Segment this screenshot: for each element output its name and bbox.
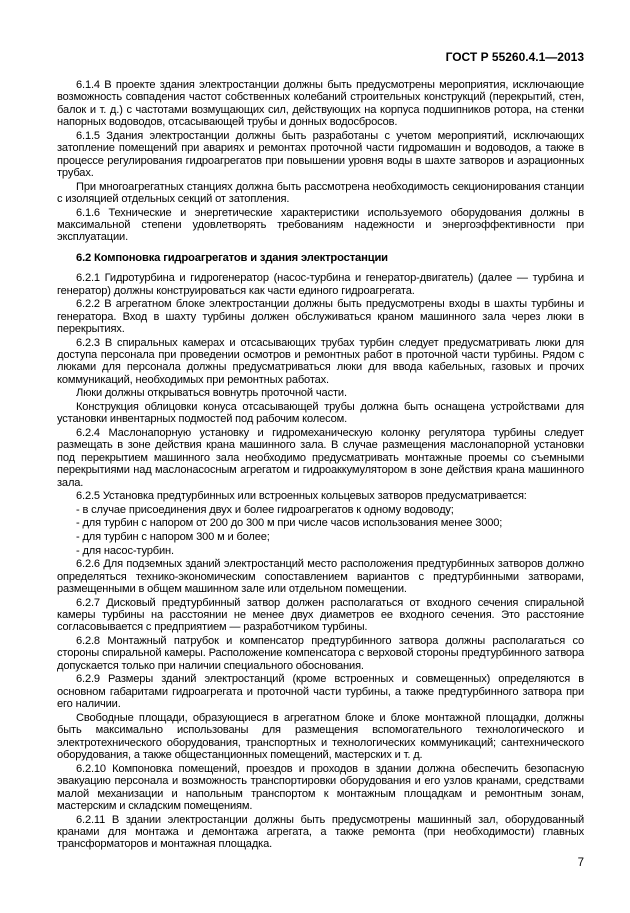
paragraph: 6.2.11 В здании электростанции должны быть предусмотрены машинный зал, оборудованный кранами для монтажа и демонтажа агрегата, а также ремонта (при необходимости) главных трансформаторов и монтажная площадка. [57, 813, 584, 851]
paragraph: При многоагрегатных станциях должна быть рассмотрена необходимость секционирования станции с изоляцией отдельных секций от затопления. [57, 180, 584, 206]
paragraph: 6.2.2 В агрегатном блоке электростанции должны быть предусмотрены входы в шахты турбины и генератора. Вход в шахту турбины должен обслуживаться краном машинного зала через люки в перекрытиях. [57, 298, 584, 336]
list-item: - для насос-турбин. [76, 544, 174, 557]
list-item: - в случае присоединения двух и более гидроагрегатов к одному водоводу; [76, 503, 454, 516]
paragraph: 6.2.7 Дисковый предтурбинный затвор должен располагаться от входного сечения спиральной камеры турбины на расстоянии не менее двух диаметров ее входного сечения. Это расстояние согласовывается с предприятием — разработчиком турбины. [57, 596, 584, 634]
paragraph: 6.1.5 Здания электростанции должны быть разработаны с учетом мероприятий, исключающих затопление помещений при авариях и ремонтах проточной части гидромашин и водоводов, а также в процессе регулирования гидроагрегатов при повышении уровня воды в шахте затворов и аэрационных трубах. [57, 129, 584, 180]
paragraph: 6.2.6 Для подземных зданий электростанций место расположения предтурбинных затворов должно определяться технико-экономическим сопоставлением вариантов с предтурбинными затворами, размещенными в общем машинном зале или отдельном помещении. [57, 558, 584, 596]
paragraph: Конструкция облицовки конуса отсасывающей трубы должна быть оснащена устройствами для установки инвентарных подмостей под рабочим колесом. [57, 401, 584, 426]
document-body [57, 79, 584, 852]
paragraph: Люки должны открываться вовнутрь проточной части. [76, 387, 347, 400]
list-item: - для турбин с напором от 200 до 300 м при числе часов использования менее 3000; [76, 517, 503, 530]
page-number: 7 [577, 857, 584, 869]
paragraph: 6.2.10 Компоновка помещений, проездов и проходов в здании должна обеспечить безопасную эвакуацию персонала и возможность транспортировки оборудования и его узлов кранами, средствами малой механизации и напольным транспортом к монтажным площадкам и ремонтным зонам, мастерским и складским помещениям. [57, 762, 584, 812]
paragraph: 6.2.4 Маслонапорную установку и гидромеханическую колонку регулятора турбины следует размещать в зоне действия крана машинного зала. В случае размещения маслонапорной установки под перекрытием машинного зала необходимо предусматривать монтажные проемы со съемными перекрытиями над маслонасосным агрегатом и гидроаккумулятором в зоне действия крана машинного зала. [57, 427, 584, 489]
paragraph: 6.2.8 Монтажный патрубок и компенсатор предтурбинного затвора должны располагаться со стороны спиральной камеры. Расположение компенсатора с верховой стороны предтурбинного затвора допускается только при наличии специального обоснования. [57, 635, 584, 672]
paragraph: Свободные площади, образующиеся в агрегатном блоке и блоке монтажной площадки, должны быть максимально использованы для размещения вспомогательного технологического и электротехнического оборудования, транспортных и технологических коммуникаций; сантехнического оборудования, а также общестанционных помещений, мастерских и т. д. [57, 711, 584, 762]
section-heading: 6.2 Компоновка гидроагрегатов и здания электростанции [76, 251, 388, 264]
paragraph: 6.2.1 Гидротурбина и гидрогенератор (насос-турбина и генератор-двигатель) (далее — турбина и генератор) должны конструироваться как части единого гидроагрегата. [57, 272, 584, 297]
document-header: ГОСТ Р 55260.4.1—2013 [445, 50, 584, 64]
paragraph: 6.2.9 Размеры зданий электростанций (кроме встроенных и совмещенных) определяются в основном габаритами гидроагрегата и проточной части турбины, а также предтурбинного затвора при его наличии. [57, 673, 584, 711]
paragraph: 6.2.3 В спиральных камерах и отсасывающих трубах турбин следует предусматривать люки для доступа персонала при проведении осмотров и ремонтных работ в проточной части турбины. Рядом с люками для персонала должны предусматриваться люки для ввода кабельных, газовых и прочих коммуникаций, необходимых при ремонтных работах. [57, 336, 584, 386]
paragraph: 6.1.6 Технические и энергетические характеристики используемого оборудования должны в максимальной степени удовлетворять требованиям надежности и энергоэффективности при эксплуатации. [57, 206, 584, 244]
paragraph: 6.2.5 Установка предтурбинных или встроенных кольцевых затворов предусматривается: [76, 490, 527, 503]
list-item: - для турбин с напором 300 м и более; [76, 531, 270, 544]
paragraph: 6.1.4 В проекте здания электростанции должны быть предусмотрены мероприятия, исключающие возможность совпадения частот собственных колебаний строительных конструкций (перекрытий, стен, балок и т. д.) с частотами возмущающих сил, действующих на корпуса подшипников ротора, на стенки напорных водоводов, отсасывающей трубы и донных водосбросов. [57, 79, 584, 129]
